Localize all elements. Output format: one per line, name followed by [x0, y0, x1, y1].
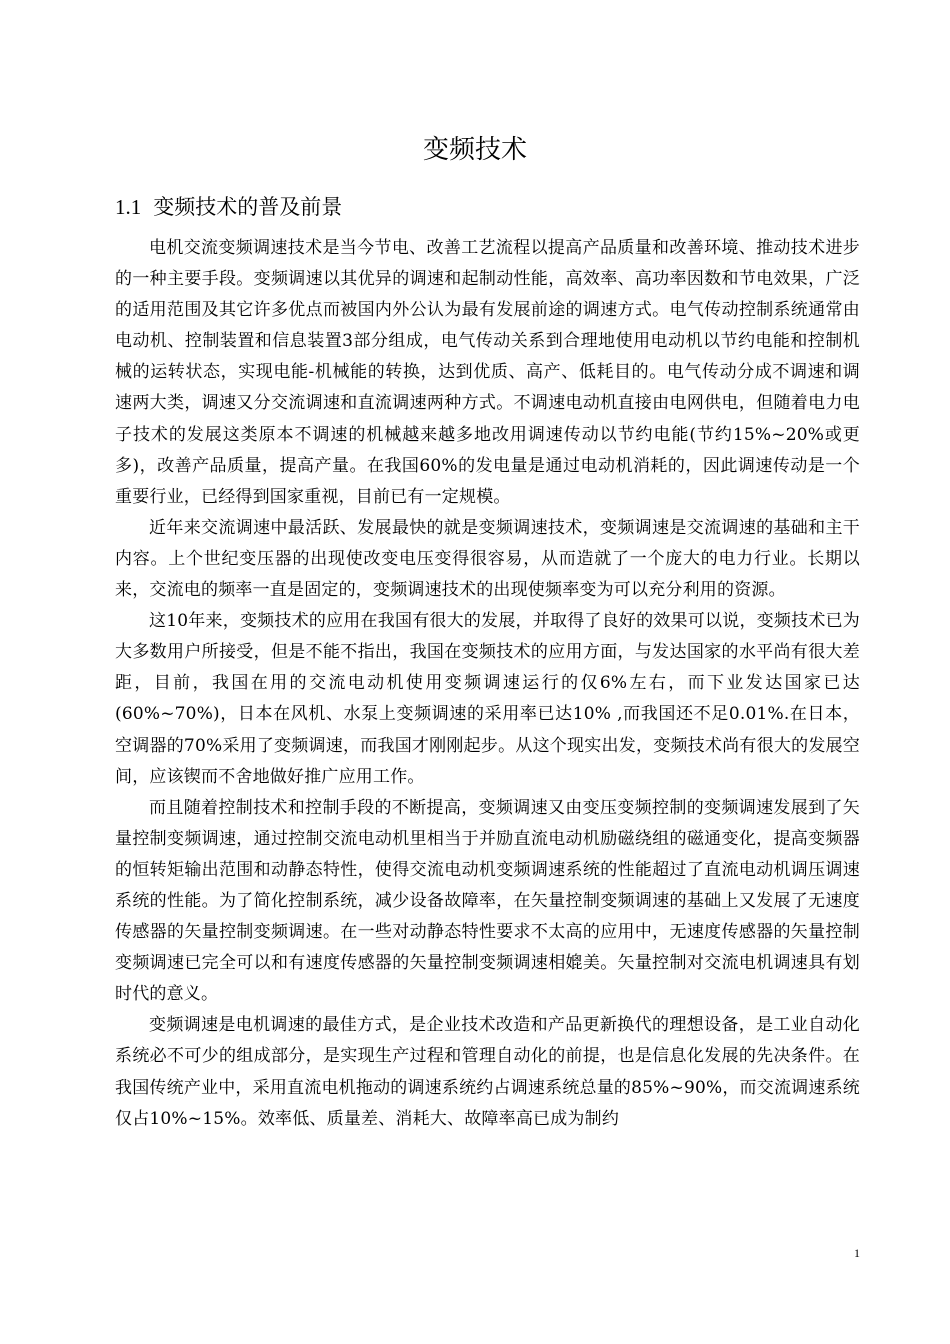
- document-title: 变频技术: [422, 135, 527, 165]
- section-heading: [115, 191, 855, 223]
- paragraph: 近年来交流调速中最活跃、发展最快的就是变频调速技术，变频调速是交流调速的基础和主干内容。上个世纪变压器的出现使改变电压变得很容易，从而造就了一个庞大的电力行业。长期以来，交流电的频率一直是固定的，变频调速技术的出现使频率变为可以充分利用的资源。: [115, 517, 860, 601]
- paragraph: 而且随着控制技术和控制手段的不断提高，变频调速又由变压变频控制的变频调速发展到了矢量控制变频调速，通过控制交流电动机里相当于并励直流电动机励磁绕组的磁通变化，提高变频器的恒转矩输出范围和动静态特性，使得交流电动机变频调速系统的性能超过了直流电动机调压调速系统的性能。为了简化控制系统，减少设备故障率，在矢量控制变频调速的基础上又发展了无速度传感器的矢量控制变频调速。在一些对动静态特性要求不太高的应用中，无速度传感器的矢量控制变频调速已完全可以和有速度传感器的矢量控制变频调速相媲美。矢量控制对交流电机调速具有划时代的意义。: [115, 797, 860, 1005]
- paragraph: 这10年来，变频技术的应用在我国有很大的发展，并取得了良好的效果可以说，变频技术已为大多数用户所接受，但是不能不指出，我国在变频技术的应用方面，与发达国家的水平尚有很大差距，目前，我国在用的交流电动机使用变频调速运行的仅6%左右，而下业发达国家已达(60%~70%)，日本在风机、水泵上变频调速的采用率已达10% ,而我国还不足0.01%.在日本，空调器的70%采用了变频调速，而我国才刚刚起步。从这个现实出发，变频技术尚有很大的发展空间，应该锲而不舍地做好推广应用工作。: [115, 611, 860, 787]
- paragraph: 变频调速是电机调速的最佳方式，是企业技术改造和产品更新换代的理想设备，是工业自动化系统必不可少的组成部分，是实现生产过程和管理自动化的前提，也是信息化发展的先决条件。在我国传统产业中，采用直流电机拖动的调速系统约占调速系统总量的85%~90%，而交流调速系统仅占10%~15%。效率低、质量差、消耗大、故障率高已成为制约: [115, 1015, 860, 1129]
- page-number: 1: [854, 1246, 860, 1260]
- paragraph: 电机交流变频调速技术是当今节电、改善工艺流程以提高产品质量和改善环境、推动技术进步的一种主要手段。变频调速以其优异的调速和起制动性能，高效率、高功率因数和节电效果，广泛的适用范围及其它许多优点而被国内外公认为最有发展前途的调速方式。电气传动控制系统通常由电动机、控制装置和信息装置3部分组成，电气传动关系到合理地使用电动机以节约电能和控制机械的运转状态，实现电能-机械能的转换，达到优质、高产、低耗目的。电气传动分成不调速和调速两大类，调速又分交流调速和直流调速两种方式。不调速电动机直接由电网供电，但随着电力电子技术的发展这类原本不调速的机械越来越多地改用调速传动以节约电能(节约15%~20%或更多)，改善产品质量，提高产量。在我国60%的发电量是通过电动机消耗的，因此调速传动是一个重要行业，已经得到国家重视，目前已有一定规模。: [115, 238, 860, 507]
- body-text: [115, 233, 860, 1135]
- section-title: 变频技术的普及前景: [153, 195, 343, 219]
- section-number: 1.1: [115, 195, 142, 219]
